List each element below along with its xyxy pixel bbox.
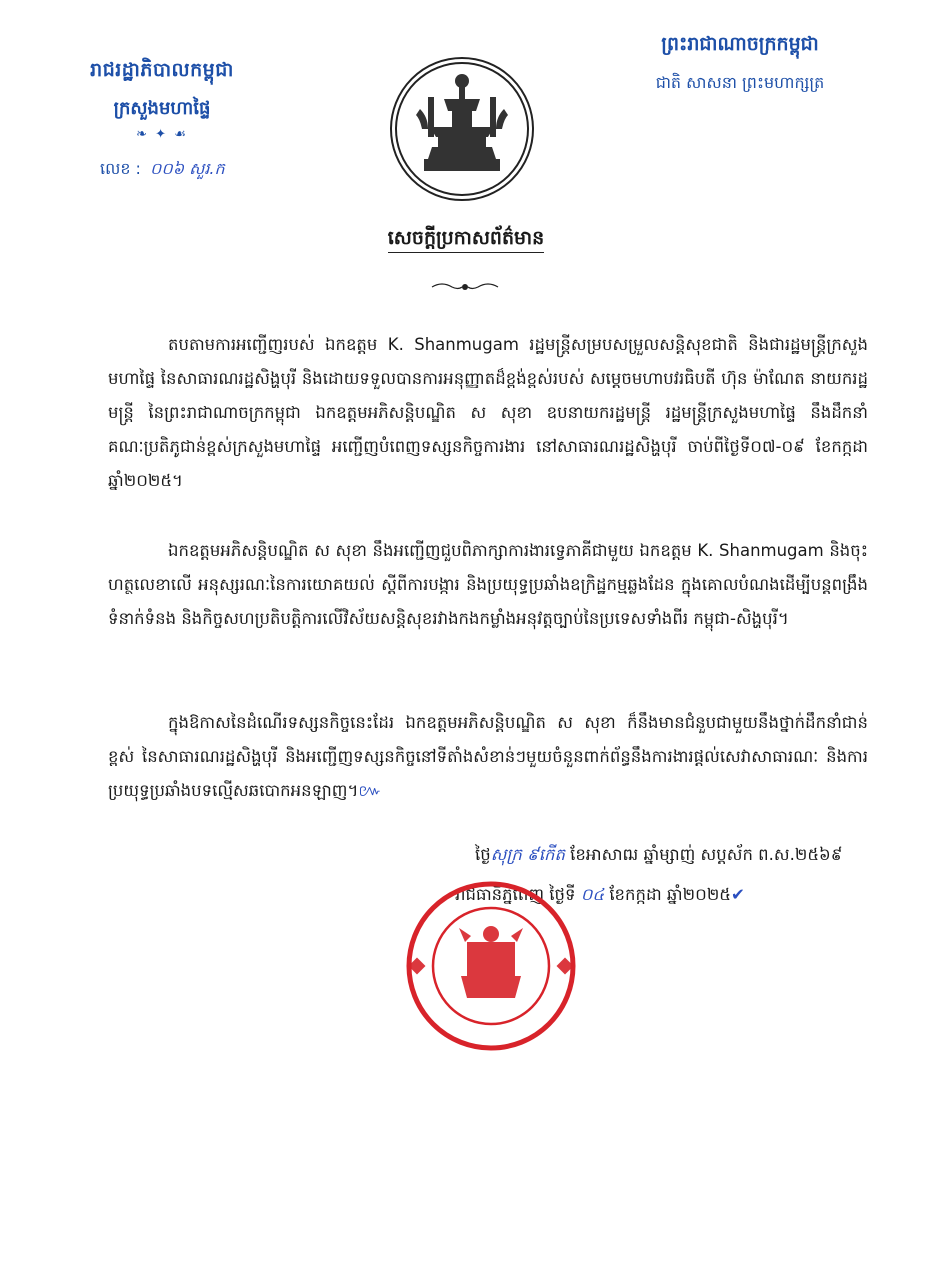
solar-day-handwritten: ០៤ [580, 885, 605, 904]
official-seal-stamp [405, 880, 577, 1052]
ministry-header [62, 58, 262, 142]
paragraph-3: ក្នុងឱកាសនៃដំណើរទស្សនកិច្ចនេះដែរ ឯកឧត្តមអភិសន្តិបណ្ឌិត ស សុខា ក៏នឹងមានជំនួបជាមួយនឹងថ្នាក់ដឹកនាំជាន់ខ្ពស់ នៃសាធារណរដ្ឋសិង្ហបុរី និងអញ្ជើញទស្សនកិច្ចនៅទីតាំងសំខាន់ៗមួយចំនួនពាក់ព័ន្ធនឹងការងារផ្ដល់សេវាសាធារណៈ និងការប្រយុទ្ធប្រឆាំងបទល្មើសឆបោកអនឡាញ។៚ [108, 713, 868, 800]
end-mark: ៚ [358, 781, 382, 800]
checkmark-icon: ✔ [731, 885, 745, 904]
royal-emblem-icon [390, 57, 534, 201]
reference-number [100, 158, 225, 182]
kingdom-header [615, 32, 865, 96]
kingdom-name: ព្រះរាជាណាចក្រកម្ពុជា [661, 33, 819, 55]
reference-label: លេខ : [100, 159, 147, 178]
national-motto: ជាតិ សាសនា ព្រះមហាក្សត្រ [655, 73, 825, 92]
paragraph-2: ឯកឧត្តមអភិសន្តិបណ្ឌិត ស សុខា នឹងអញ្ជើញជួបពិភាក្សាការងារទ្វេភាគីជាមួយ ឯកឧត្តម K. Shanmugam និងចុះហត្ថលេខាលើ អនុស្សរណៈនៃការយោគយល់ ស្ដីពីការបង្ការ និងប្រយុទ្ធប្រឆាំងឧក្រិដ្ឋកម្មឆ្លងដែន ក្នុងគោលបំណងដើម្បីបន្តពង្រឹងទំនាក់ទំនង និងកិច្ចសហប្រតិបត្តិការលើវិស័យសន្តិសុខរវាងកងកម្លាំងអនុវត្តច្បាប់នៃប្រទេសទាំងពីរ កម្ពុជា-សិង្ហបុរី។ [108, 541, 868, 628]
title-ornament-icon [430, 280, 500, 294]
ministry-name: ក្រសួងមហាផ្ទៃ [113, 98, 211, 119]
paragraph-1: តបតាមការអញ្ជើញរបស់ ឯកឧត្តម K. Shanmugam រដ្ឋមន្ត្រីសម្របសម្រួលសន្តិសុខជាតិ និងជារដ្ឋមន្ត្រីក្រសួងមហាផ្ទៃ នៃសាធារណរដ្ឋសិង្ហបុរី និងដោយទទួលបានការអនុញ្ញាតដ៏ខ្ពង់ខ្ពស់របស់ សម្ដេចមហាបវរធិបតី ហ៊ុន ម៉ាណែត នាយករដ្ឋមន្ត្រី នៃព្រះរាជាណាចក្រកម្ពុជា ឯកឧត្តមអភិសន្តិបណ្ឌិត ស សុខា ឧបនាយករដ្ឋមន្ត្រី រដ្ឋមន្ត្រីក្រសួងមហាផ្ទៃ នឹងដឹកនាំគណៈប្រតិភូជាន់ខ្ពស់ក្រសួងមហាផ្ទៃ អញ្ជើញបំពេញទស្សនកិច្ចការងារ នៅសាធារណរដ្ឋសិង្ហបុរី ចាប់ពីថ្ងៃទី០៧-០៩ ខែកក្កដា ឆ្នាំ២០២៥។ [108, 335, 868, 490]
lunar-day-handwritten: សុក្រ ៩កើត [490, 845, 565, 864]
government-name: រាជរដ្ឋាភិបាលកម្ពុជា [90, 59, 234, 81]
header-ornament: ❧ ✦ ☙ [136, 127, 188, 142]
reference-value: ០០៦ សួរ.ក [150, 159, 225, 178]
solar-date: រាជធានីភ្នំពេញ ថ្ងៃទី ០៤ ខែកក្កដា ឆ្នាំ២០២៥✔ [455, 885, 745, 904]
document-title: សេចក្ដីប្រកាសព័ត៌មាន [0, 226, 932, 254]
lunar-date: ថ្ងៃសុក្រ ៩កើត ខែអាសាឍ ឆ្នាំម្សាញ់ សប្តស័ក ព.ស.២៥៦៩ [475, 845, 843, 864]
